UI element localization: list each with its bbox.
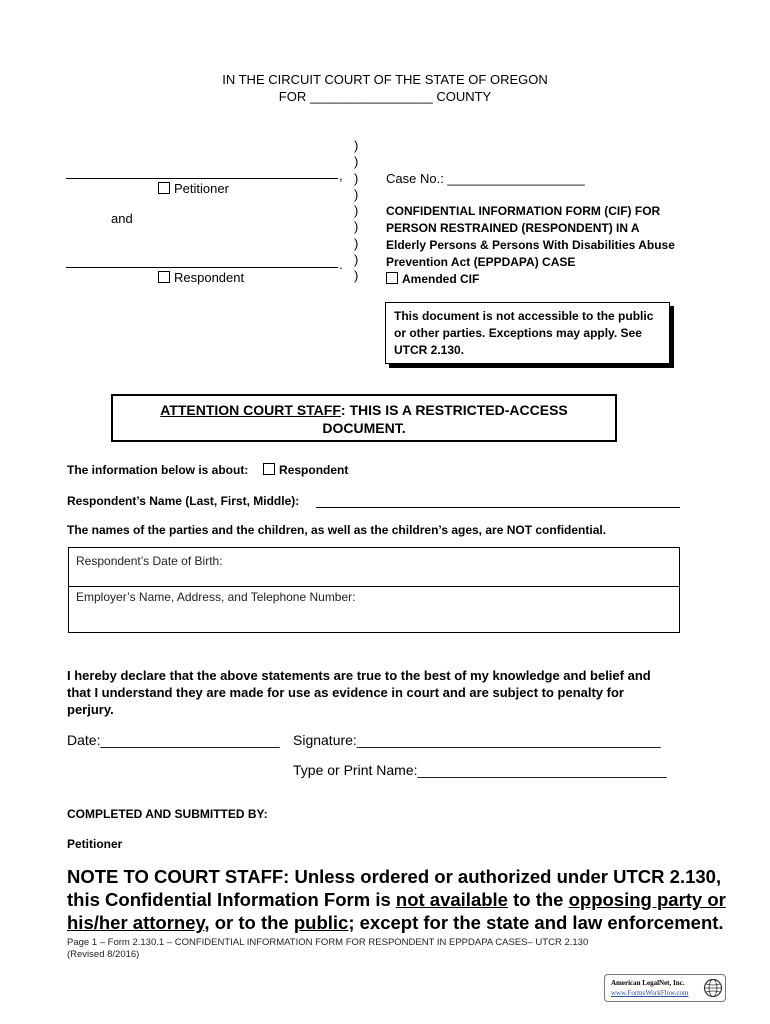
- petitioner-comma: ,: [339, 168, 343, 183]
- respondent-option[interactable]: [158, 270, 244, 285]
- respondent-period: .: [339, 257, 343, 272]
- date-field[interactable]: Date:_______________________: [67, 732, 280, 748]
- logo-name: American LegalNet, Inc.: [611, 979, 685, 987]
- attention-box: ATTENTION COURT STAFF: THIS IS A RESTRICTED-ACCESS DOCUMENT.: [111, 394, 617, 442]
- petitioner-label: Petitioner: [174, 181, 229, 196]
- notice-box: This document is not accessible to the public or other parties. Exceptions may apply. See UTCR 2.130.: [385, 302, 670, 364]
- employer-label: Employer’s Name, Address, and Telephone Number:: [76, 590, 356, 604]
- employer-cell[interactable]: [69, 587, 679, 632]
- petitioner-option[interactable]: [158, 181, 229, 196]
- caption-parens: ) ) ) ) ) ) ) ) ): [354, 138, 359, 284]
- globe-icon: [703, 978, 723, 998]
- amended-option[interactable]: [386, 271, 675, 288]
- respondent-checkbox[interactable]: [158, 271, 170, 283]
- respondent-name-field[interactable]: [316, 507, 680, 508]
- declaration: I hereby declare that the above statements are true to the best of my knowledge and belief and that I understand they are made for use as evidence in court and are subject to penalty for perjury.: [67, 668, 651, 717]
- info-table: [68, 547, 680, 633]
- respondent-label: Respondent: [174, 270, 245, 285]
- print-name-field[interactable]: Type or Print Name:________________________________: [293, 762, 667, 778]
- completed-by-petitioner: Petitioner: [67, 837, 123, 851]
- form-title: CONFIDENTIAL INFORMATION FORM (CIF) FOR PERSON RESTRAINED (RESPONDENT) IN A Elderly Persons & Persons With Disabilities Abuse Prevention Act (EPPDAPA) CASE Amended CIF: [386, 204, 675, 286]
- about-respondent-option[interactable]: Respondent: [263, 463, 348, 477]
- signature-field[interactable]: Signature:_______________________________________: [293, 732, 661, 748]
- names-note: The names of the parties and the children, as well as the children’s ages, are NOT confidential.: [67, 523, 607, 537]
- petitioner-checkbox[interactable]: [158, 182, 170, 194]
- petitioner-name-line[interactable]: [66, 178, 338, 179]
- court-heading: IN THE CIRCUIT COURT OF THE STATE OF OREGON: [222, 72, 548, 87]
- respondent-name-line[interactable]: [66, 267, 338, 268]
- dob-label: Respondent’s Date of Birth:: [76, 554, 223, 568]
- county-heading: FOR _________________ COUNTY: [278, 89, 492, 104]
- dob-cell[interactable]: [69, 548, 679, 587]
- attention-heading: ATTENTION COURT STAFF: [160, 402, 341, 418]
- completed-label: COMPLETED AND SUBMITTED BY:: [67, 807, 268, 821]
- footer-form-id: Page 1 – Form 2.130.1 – CONFIDENTIAL INFORMATION FORM FOR RESPONDENT IN EPPDAPA CASES– UTCR 2.130: [67, 937, 589, 948]
- amended-checkbox[interactable]: [386, 272, 398, 284]
- footer-revised: (Revised 8/2016): [67, 949, 140, 960]
- about-label: The information below is about:: [67, 463, 249, 477]
- respondent-name-label: Respondent’s Name (Last, First, Middle):: [67, 494, 300, 508]
- case-number: Case No.: ___________________: [386, 171, 585, 186]
- logo-url[interactable]: www.FormsWorkFlow.com: [611, 989, 689, 997]
- and-label: and: [111, 211, 133, 226]
- about-row: [67, 463, 348, 477]
- about-respondent-checkbox[interactable]: [263, 463, 275, 475]
- legalnet-logo: [604, 974, 726, 1002]
- amended-label: Amended CIF: [402, 272, 480, 286]
- court-staff-note: NOTE TO COURT STAFF: Unless ordered or authorized under UTCR 2.130, this Confidential Information Form is not available to the opposing party or his/her attorney, or to the public; except for the state and law enforcement.: [67, 866, 726, 933]
